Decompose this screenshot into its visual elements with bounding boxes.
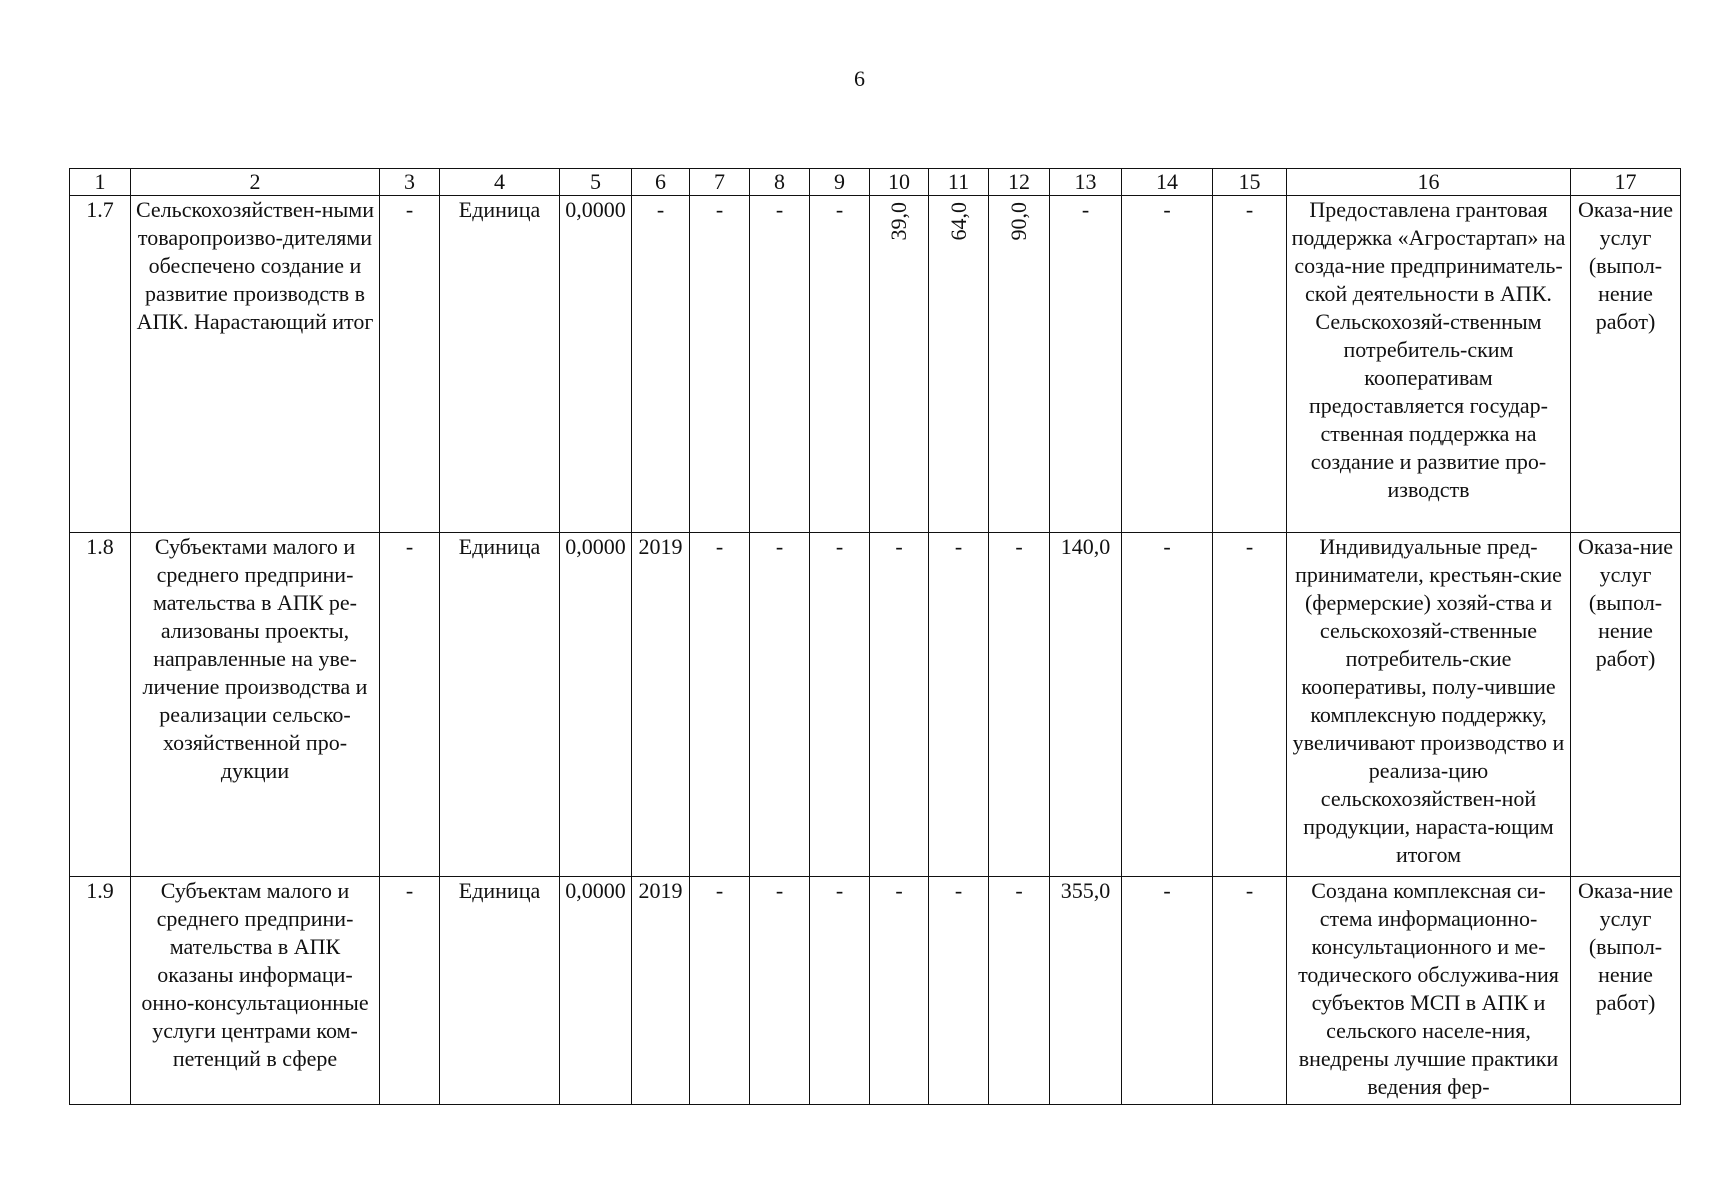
header-cell: 4 bbox=[440, 169, 560, 196]
cell-c15: - bbox=[1213, 196, 1287, 533]
result-description: Создана комплексная си-стема информационно-консультационного и ме-тодического обслужива-ния субъектов МСП в АПК и сельского населе-ния, внедрены лучшие практики ведения фер- bbox=[1287, 877, 1571, 1105]
header-cell: 3 bbox=[380, 169, 440, 196]
header-cell: 1 bbox=[70, 169, 131, 196]
cell-c5: 0,0000 bbox=[560, 877, 632, 1105]
page-number: 6 bbox=[854, 66, 865, 91]
header-cell: 9 bbox=[810, 169, 870, 196]
header-cell: 17 bbox=[1571, 169, 1681, 196]
cell-c12 bbox=[989, 196, 1050, 533]
cell-c7: - bbox=[690, 196, 750, 533]
cell-c8: - bbox=[750, 877, 810, 1105]
result-description: Индивидуальные пред-приниматели, крестьян-ские (фермерские) хозяй-ства и сельскохозяй-ственные потребитель-ские кооперативы, полу-чившие комплексную поддержку, увеличивают производство и реализа-цию сельскохозяйствен-ной продукции, нараста-ющим итогом bbox=[1287, 533, 1571, 877]
cell-c13: - bbox=[1050, 196, 1122, 533]
indicator-name: Субъектам малого и среднего предприни-мательства в АПК оказаны информаци-онно-консультационные услуги центрами ком-петенций в сфере bbox=[131, 877, 380, 1105]
cell-c15: - bbox=[1213, 533, 1287, 877]
cell-c5: 0,0000 bbox=[560, 533, 632, 877]
cell-c7: - bbox=[690, 877, 750, 1105]
cell-c14: - bbox=[1122, 533, 1213, 877]
result-type: Оказа-ние услуг (выпол-нение работ) bbox=[1571, 533, 1681, 877]
table-row bbox=[70, 196, 1681, 533]
rotated-value: 39,0 bbox=[886, 202, 911, 241]
unit-cell: Единица bbox=[440, 877, 560, 1105]
cell-c13: 355,0 bbox=[1050, 877, 1122, 1105]
cell-c12: - bbox=[989, 533, 1050, 877]
cell-c8: - bbox=[750, 196, 810, 533]
cell-c5: 0,0000 bbox=[560, 196, 632, 533]
row-number: 1.7 bbox=[70, 196, 131, 533]
cell-c3: - bbox=[380, 533, 440, 877]
unit-cell: Единица bbox=[440, 533, 560, 877]
cell-c9: - bbox=[810, 877, 870, 1105]
cell-c11 bbox=[929, 196, 989, 533]
unit-cell: Единица bbox=[440, 196, 560, 533]
table-header-row bbox=[70, 169, 1681, 196]
cell-c14: - bbox=[1122, 877, 1213, 1105]
cell-c7: - bbox=[690, 533, 750, 877]
result-type: Оказа-ние услуг (выпол-нение работ) bbox=[1571, 196, 1681, 533]
rotated-value: 90,0 bbox=[1006, 202, 1031, 241]
header-cell: 13 bbox=[1050, 169, 1122, 196]
header-cell: 6 bbox=[632, 169, 690, 196]
header-cell: 7 bbox=[690, 169, 750, 196]
header-cell: 8 bbox=[750, 169, 810, 196]
row-number: 1.9 bbox=[70, 877, 131, 1105]
header-cell: 15 bbox=[1213, 169, 1287, 196]
cell-c15: - bbox=[1213, 877, 1287, 1105]
table-row bbox=[70, 877, 1681, 1105]
row-number: 1.8 bbox=[70, 533, 131, 877]
table-row bbox=[70, 533, 1681, 877]
header-cell: 5 bbox=[560, 169, 632, 196]
indicator-name: Субъектами малого и среднего предприни-мательства в АПК ре-ализованы проекты, направленные на уве-личение производства и реализации сельско-хозяйственной про-дукции bbox=[131, 533, 380, 877]
cell-c11: - bbox=[929, 533, 989, 877]
cell-c10 bbox=[870, 196, 929, 533]
cell-c3: - bbox=[380, 877, 440, 1105]
cell-c6: 2019 bbox=[632, 877, 690, 1105]
header-cell: 2 bbox=[131, 169, 380, 196]
cell-c10: - bbox=[870, 877, 929, 1105]
header-cell: 14 bbox=[1122, 169, 1213, 196]
result-type: Оказа-ние услуг (выпол-нение работ) bbox=[1571, 877, 1681, 1105]
indicators-table bbox=[69, 168, 1681, 1105]
cell-c11: - bbox=[929, 877, 989, 1105]
cell-c6: 2019 bbox=[632, 533, 690, 877]
cell-c8: - bbox=[750, 533, 810, 877]
header-cell: 12 bbox=[989, 169, 1050, 196]
header-cell: 11 bbox=[929, 169, 989, 196]
cell-c6: - bbox=[632, 196, 690, 533]
header-cell: 10 bbox=[870, 169, 929, 196]
cell-c9: - bbox=[810, 533, 870, 877]
cell-c3: - bbox=[380, 196, 440, 533]
cell-c10: - bbox=[870, 533, 929, 877]
cell-c12: - bbox=[989, 877, 1050, 1105]
cell-c13: 140,0 bbox=[1050, 533, 1122, 877]
result-description: Предоставлена грантовая поддержка «Агростартап» на созда-ние предприниматель-ской деятельности в АПК. Сельскохозяй-ственным потребитель-ским кооперативам предоставляется государ-ственная поддержка на создание и развитие про-изводств bbox=[1287, 196, 1571, 533]
rotated-value: 64,0 bbox=[945, 202, 971, 241]
header-cell: 16 bbox=[1287, 169, 1571, 196]
indicator-name: Сельскохозяйствен-ными товаропроизво-дителями обеспечено создание и развитие производств в АПК. Нарастающий итог bbox=[131, 196, 380, 533]
cell-c14: - bbox=[1122, 196, 1213, 533]
cell-c9: - bbox=[810, 196, 870, 533]
